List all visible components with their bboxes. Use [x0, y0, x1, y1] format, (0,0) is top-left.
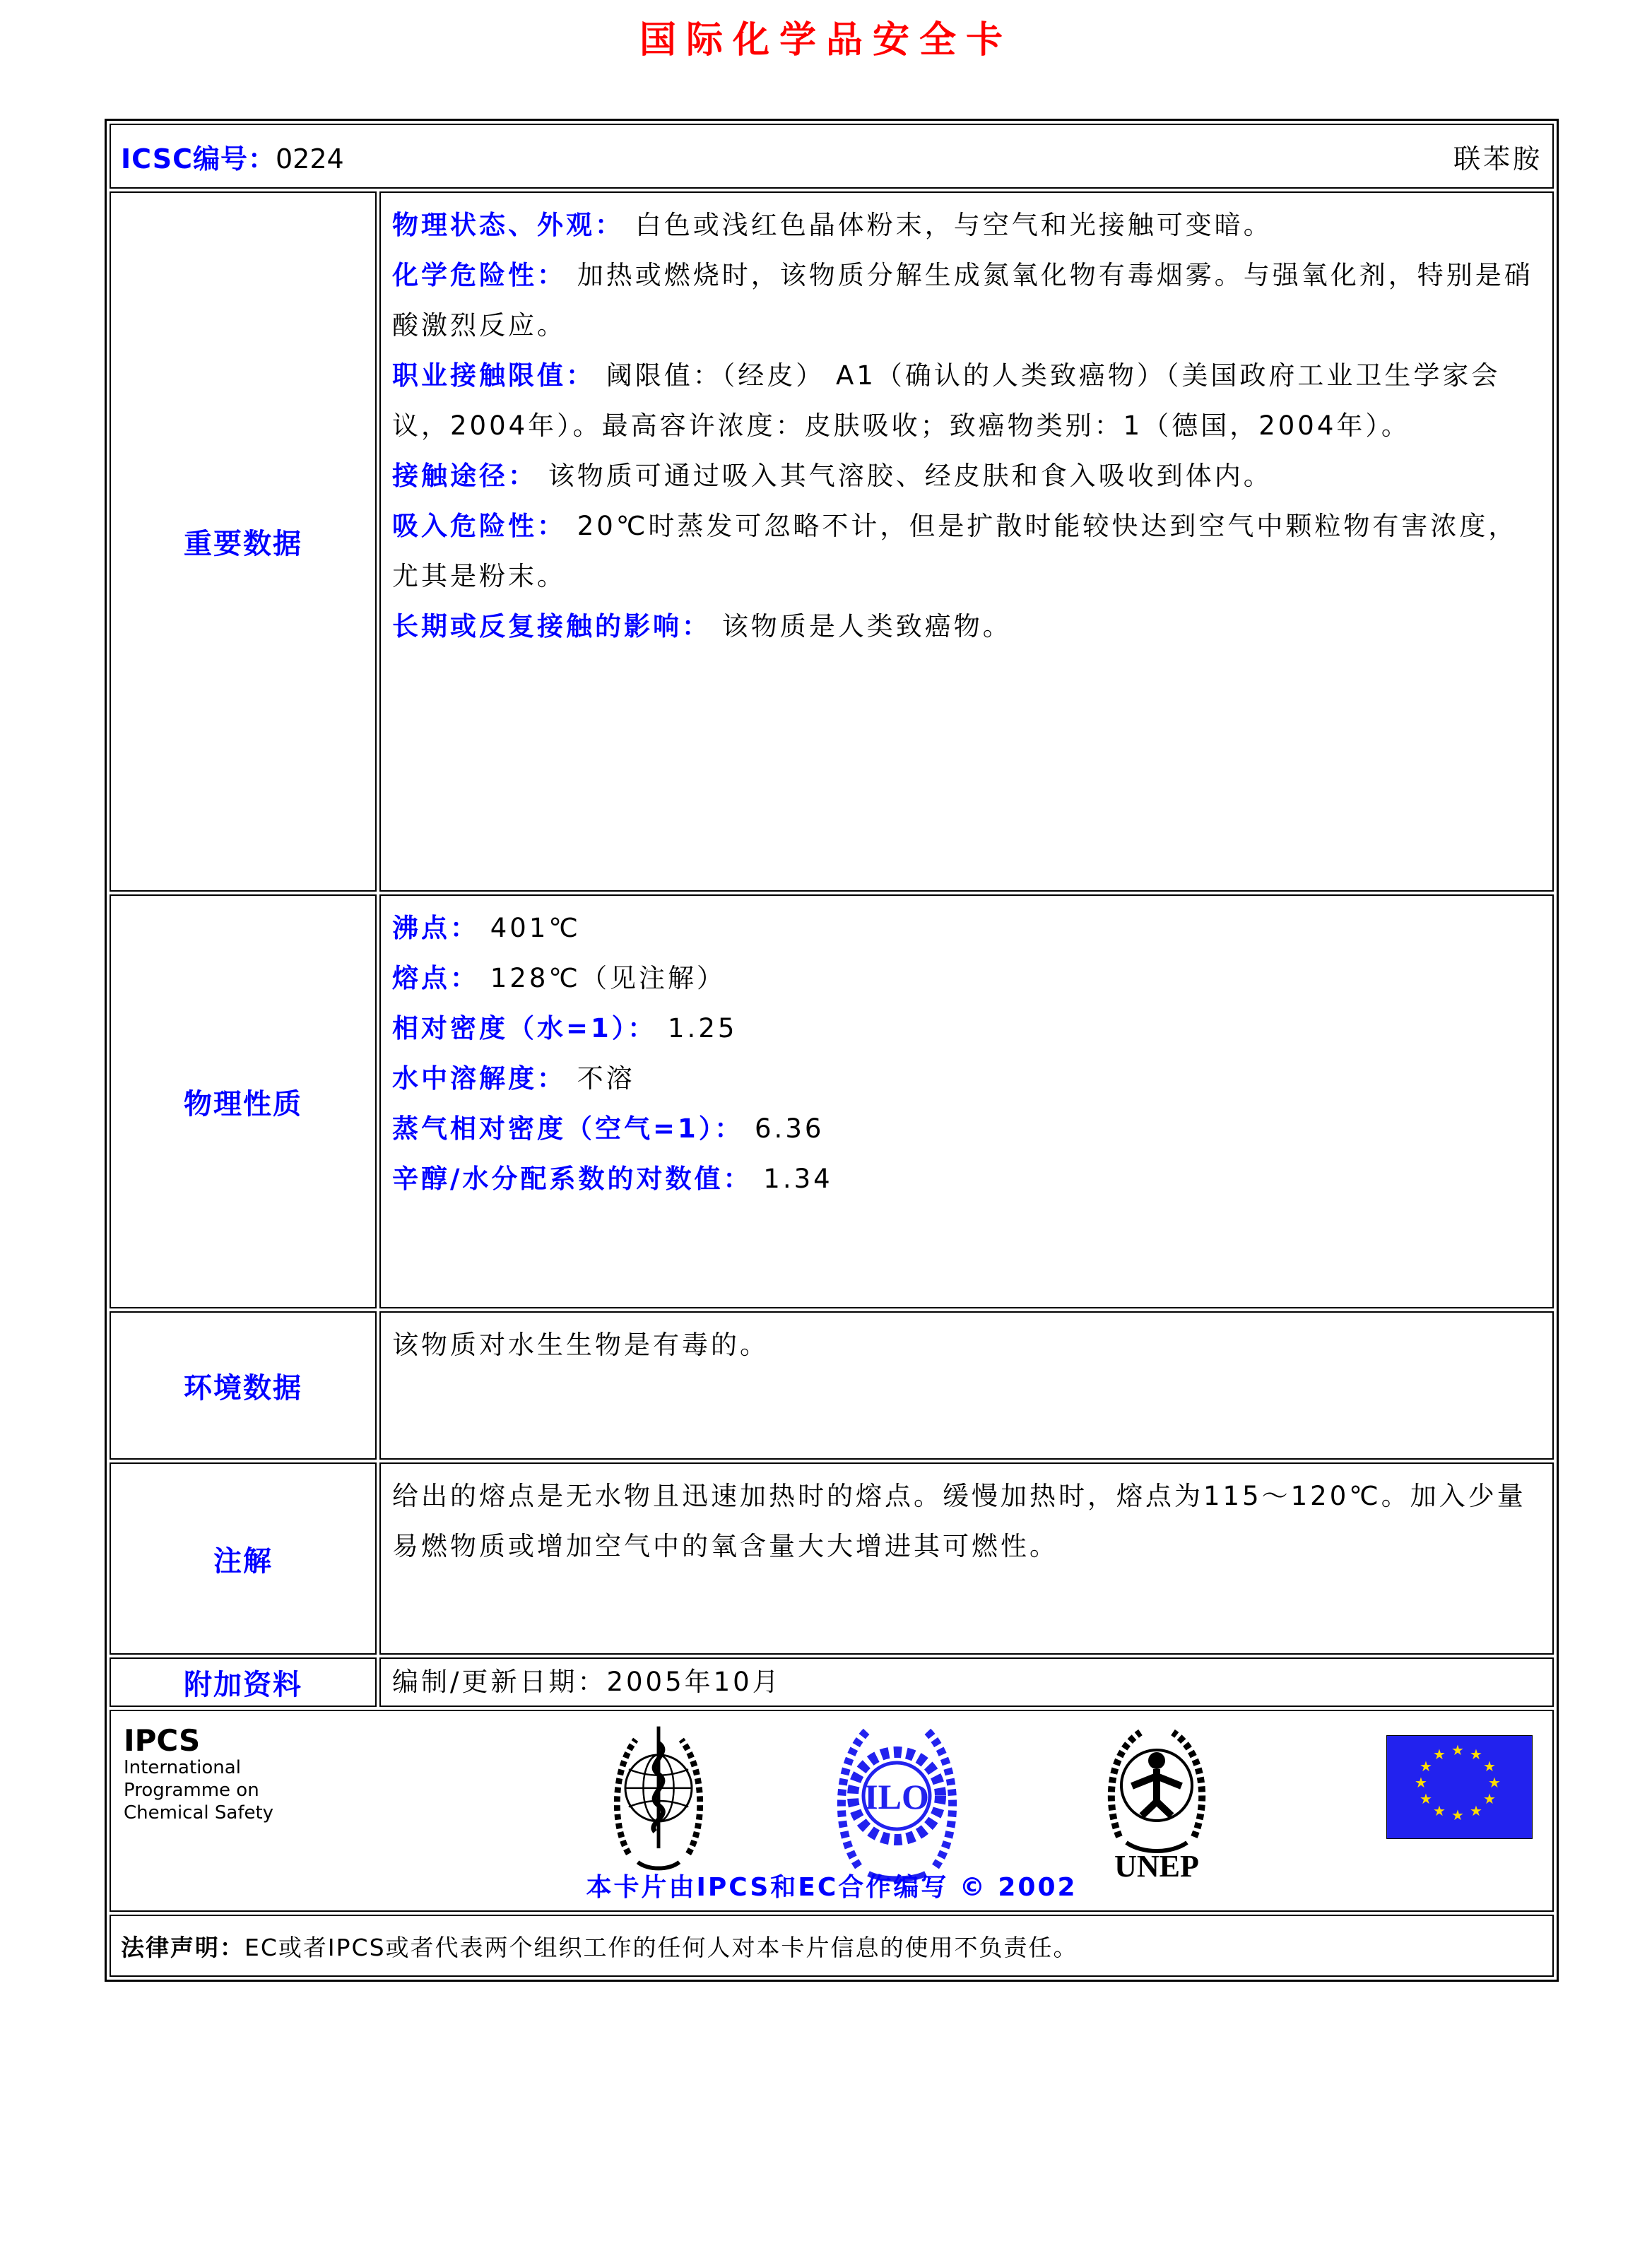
field-label: 长期或反复接触的影响： — [392, 611, 711, 642]
data-line — [392, 1320, 1538, 1370]
notes-content — [379, 1462, 1554, 1655]
eu-star: ★ — [1451, 1807, 1464, 1823]
legal-notice-row — [110, 1915, 1554, 1977]
section-label-important-data: 重要数据 — [184, 528, 302, 560]
legal-notice-text: EC或者IPCS或者代表两个组织工作的任何人对本卡片信息的使用不负责任。 — [244, 1933, 1078, 1961]
field-value: 给出的熔点是无水物且迅速加热时的熔点。缓慢加热时，熔点为115～120℃。加入少量易燃物质或增加空气中的氧含量大大增进其可燃性。 — [392, 1481, 1526, 1561]
section-label-cell — [110, 1657, 377, 1707]
data-line — [392, 1471, 1538, 1571]
ilo-logo-text: ILO — [864, 1777, 929, 1816]
data-line — [392, 350, 1538, 451]
field-label: 物理状态、外观： — [392, 210, 624, 240]
field-value: 20℃时蒸发可忽略不计，但是扩散时能较快达到空气中颗粒物有害浓度，尤其是粉末。 — [392, 511, 1518, 591]
field-label: 吸入危险性： — [392, 511, 566, 541]
field-value: 6.36 — [755, 1113, 825, 1144]
credit-text: 本卡片由IPCS和EC合作编写 — [586, 1873, 949, 1902]
eu-star: ★ — [1433, 1746, 1446, 1763]
field-value: 1.25 — [668, 1013, 738, 1044]
section-label-cell — [110, 1462, 377, 1655]
field-value: 不溶 — [577, 1063, 635, 1094]
environmental-data-content — [379, 1311, 1554, 1460]
icsc-number-value: 0224 — [276, 143, 344, 175]
environmental-data-row — [110, 1311, 1554, 1460]
copyright-text: © 2002 — [959, 1873, 1078, 1902]
data-line — [392, 501, 1538, 601]
ilo-logo-icon — [832, 1717, 962, 1886]
icsc-number-field — [121, 137, 344, 176]
ipcs-subtitle-line: International — [124, 1757, 241, 1778]
additional-info-content — [379, 1657, 1554, 1707]
data-line — [392, 601, 1538, 651]
field-label: 辛醇/水分配系数的对数值： — [392, 1164, 753, 1194]
data-line — [392, 1104, 1538, 1154]
data-line — [392, 953, 1538, 1003]
section-label-cell — [110, 894, 377, 1308]
field-label: 相对密度（水=1）： — [392, 1013, 657, 1044]
data-line — [392, 250, 1538, 350]
organizations-row — [110, 1710, 1554, 1912]
eu-star: ★ — [1488, 1774, 1501, 1791]
data-line — [392, 1154, 1538, 1204]
unep-logo-text: UNEP — [1114, 1849, 1199, 1882]
icsc-card-table — [105, 119, 1559, 1982]
data-line — [392, 1663, 1538, 1701]
field-value: 128℃（见注解） — [490, 963, 726, 993]
who-logo-icon — [606, 1715, 712, 1888]
section-label-additional-info: 附加资料 — [184, 1668, 302, 1701]
field-label: 水中溶解度： — [392, 1063, 566, 1094]
section-label-environmental-data: 环境数据 — [184, 1371, 302, 1405]
field-label: 沸点： — [392, 913, 479, 943]
ipcs-subtitle-line: Programme on — [124, 1780, 259, 1801]
important-data-content — [379, 191, 1554, 892]
credit-line — [111, 1867, 1552, 1903]
field-value: 该物质是人类致癌物。 — [721, 611, 1012, 642]
field-value: 1.34 — [763, 1164, 833, 1194]
eu-flag-icon — [1386, 1735, 1533, 1839]
physical-properties-row — [110, 894, 1554, 1308]
field-label: 接触途径： — [392, 461, 537, 491]
eu-star: ★ — [1483, 1758, 1496, 1775]
eu-star: ★ — [1433, 1802, 1446, 1819]
field-value: 白色或浅红色晶体粉末，与空气和光接触可变暗。 — [635, 210, 1273, 240]
data-line — [392, 1053, 1538, 1104]
header-cell — [110, 124, 1554, 189]
header-row — [110, 124, 1554, 189]
section-label-cell — [110, 1311, 377, 1460]
icsc-number-label: ICSC编号： — [121, 143, 276, 175]
data-line — [392, 200, 1538, 250]
field-value: 加热或燃烧时，该物质分解生成氮氧化物有毒烟雾。与强氧化剂，特别是硝酸激烈反应。 — [392, 260, 1533, 341]
field-label: 熔点： — [392, 963, 479, 993]
legal-notice-cell — [110, 1915, 1554, 1977]
data-line — [392, 1003, 1538, 1053]
notes-row — [110, 1462, 1554, 1655]
field-label: 蒸气相对密度（空气=1）： — [392, 1113, 744, 1144]
data-line — [392, 451, 1538, 501]
ipcs-title: IPCS — [124, 1723, 201, 1758]
field-value: 401℃ — [490, 913, 581, 943]
field-value: 编制/更新日期：2005年10月 — [392, 1667, 781, 1697]
page-title: 国际化学品安全卡 — [639, 19, 1013, 61]
section-label-cell — [110, 191, 377, 892]
eu-star: ★ — [1451, 1742, 1464, 1758]
field-value: 该物质对水生生物是有毒的。 — [392, 1330, 769, 1360]
eu-star: ★ — [1470, 1746, 1482, 1763]
ipcs-text-block — [124, 1725, 273, 1824]
important-data-row — [110, 191, 1554, 892]
eu-star: ★ — [1415, 1774, 1427, 1791]
eu-star: ★ — [1420, 1790, 1432, 1807]
legal-notice-label: 法律声明： — [121, 1933, 244, 1961]
section-label-physical-properties: 物理性质 — [184, 1087, 302, 1121]
field-label: 职业接触限值： — [392, 360, 595, 391]
organizations-cell — [110, 1710, 1554, 1912]
ipcs-subtitle-line: Chemical Safety — [124, 1802, 274, 1823]
physical-properties-content — [379, 894, 1554, 1308]
chemical-name: 联苯胺 — [1453, 143, 1542, 175]
section-label-notes: 注解 — [213, 1544, 273, 1578]
field-label: 化学危险性： — [392, 260, 566, 290]
field-value: 阈限值：（经皮） A1（确认的人类致癌物）（美国政府工业卫生学家会议，2004年）。最高容许浓度：皮肤吸收；致癌物类别：1（德国，2004年）。 — [392, 360, 1501, 441]
field-value: 该物质可通过吸入其气溶胶、经皮肤和食入吸收到体内。 — [548, 461, 1273, 491]
additional-info-row — [110, 1657, 1554, 1707]
unep-logo-icon — [1097, 1718, 1217, 1885]
data-line — [392, 903, 1538, 953]
eu-star: ★ — [1420, 1758, 1432, 1775]
eu-star: ★ — [1483, 1790, 1496, 1807]
eu-star: ★ — [1470, 1802, 1482, 1819]
